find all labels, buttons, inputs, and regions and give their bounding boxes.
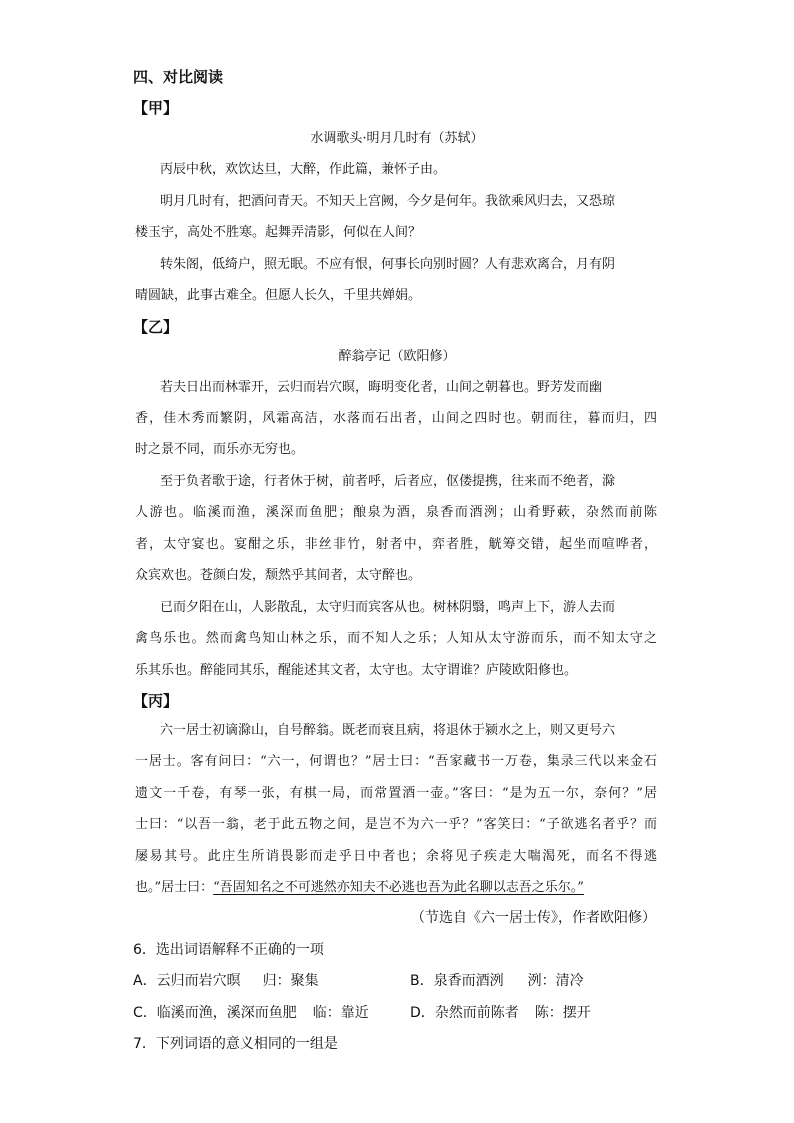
part-b-line: 众宾欢也。苍颜白发，颓然乎其间者，太守醉也。 (135, 568, 422, 583)
part-c-line: 六一居士初谪滁山，自号醉翁。既老而衰且病，将退休于颍水之上，则又更号六 (160, 723, 616, 738)
part-b-line: 人游也。临溪而渔，溪深而鱼肥；酿泉为酒，泉香而酒洌；山肴野蔌，杂然而前陈 (135, 505, 657, 520)
question-6-stem: 6．选出词语解释不正确的一项 (133, 942, 324, 958)
section-heading: 四、对比阅读 (133, 68, 224, 86)
part-b-line: 乐其乐也。醉能同其乐，醒能述其文者，太守也。太守谓谁？庐陵欧阳修也。 (135, 663, 578, 678)
part-c-last-line (135, 879, 657, 897)
underlined-quote: “吾固知名之不可逃然亦知夫不必逃也吾为此名聊以志吾之乐尔。” (213, 880, 584, 895)
option-b-gloss: 洌：清冷 (527, 973, 584, 989)
part-a-line: 楼玉宇，高处不胜寒。起舞弄清影，何似在人间？ (135, 225, 422, 240)
option-b (410, 971, 584, 991)
part-b-line: 时之景不同，而乐亦无穷也。 (135, 442, 305, 457)
part-c-line: 一居士。客有问曰：“六一，何谓也？”居士曰：“吾家藏书一万卷，集录三代以来金石 (135, 754, 657, 769)
option-a-label: A．云归而岩穴暝 (133, 973, 241, 989)
part-b-title: 醉翁亭记（欧阳修） (338, 349, 456, 364)
option-a (133, 971, 319, 991)
part-b-marker: 【乙】 (133, 318, 179, 336)
part-a-line: 明月几时有，把酒问青天。不知天上宫阙，今夕是何年。我欲乘风归去，又恐琼 (160, 194, 616, 209)
part-c-line: 屡易其号。此庄生所诮畏影而走乎日中者也；余将见子疾走大喘渴死，而名不得逃 (135, 849, 657, 864)
question-7-stem: 7．下列词语的意义相同的一组是 (133, 1036, 338, 1052)
part-c-line: 也。”居士曰： (135, 880, 214, 895)
option-b-label: B．泉香而酒洌 (410, 973, 504, 989)
part-b-line: 若夫日出而林霏开，云归而岩穴暝，晦明变化者，山间之朝暮也。野芳发而幽 (160, 380, 603, 395)
option-a-gloss: 归：聚集 (262, 973, 319, 989)
option-c-gloss: 临：靠近 (312, 1005, 369, 1021)
option-c-label: C．临溪而渔，溪深而鱼肥 (133, 1005, 297, 1021)
option-d (410, 1003, 591, 1023)
part-b-line: 至于负者歌于途，行者休于树，前者呼，后者应，伛偻提携，往来而不绝者，滁 (160, 474, 616, 489)
part-b-line: 香，佳木秀而繁阴，风霜高洁，水落而石出者，山间之四时也。朝而往，暮而归，四 (135, 411, 657, 426)
option-d-label: D．杂然而前陈者 (410, 1005, 519, 1021)
source-citation: （节选自《六一居士传》，作者欧阳修） (411, 910, 656, 926)
part-c-line: 士曰：“以吾一翁，老于此五物之间，是岂不为六一乎？”客笑曰：“子欲逃名者乎？而 (135, 817, 657, 832)
part-b-line: 禽鸟乐也。然而禽鸟知山林之乐，而不知人之乐；人知从太守游而乐，而不知太守之 (135, 631, 657, 646)
part-c-line: 遗文一千卷，有琴一张，有棋一局，而常置酒一壶。”客曰：“是为五一尔，奈何？”居 (135, 786, 657, 801)
option-c (133, 1003, 369, 1023)
part-a-line: 转朱阁，低绮户，照无眠。不应有恨，何事长向别时圆？人有悲欢离合，月有阴 (160, 257, 616, 272)
part-a-title: 水调歌头·明月几时有（苏轼） (310, 131, 484, 146)
part-b-line: 已而夕阳在山，人影散乱，太守归而宾客从也。树林阴翳，鸣声上下，游人去而 (160, 600, 616, 615)
part-b-line: 者，太守宴也。宴酣之乐，非丝非竹，射者中，弈者胜，觥筹交错，起坐而喧哗者， (135, 537, 657, 552)
part-c-marker: 【丙】 (133, 692, 179, 710)
part-a-line: 晴圆缺，此事古难全。但愿人长久，千里共婵娟。 (135, 288, 422, 303)
part-a-marker: 【甲】 (133, 99, 179, 117)
option-d-gloss: 陈：摆开 (534, 1005, 591, 1021)
part-a-line: 丙辰中秋，欢饮达旦，大醉，作此篇，兼怀子由。 (160, 162, 447, 177)
